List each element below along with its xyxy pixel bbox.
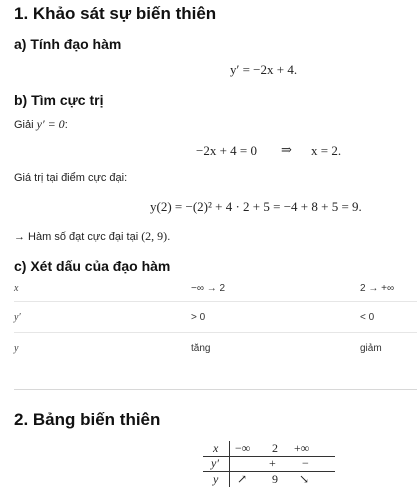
variation-x-label: x [213,441,219,455]
heading-tinh-dao-ham: a) Tính đạo hàm [14,36,122,52]
variation-yp-sign: − [302,456,309,470]
solve-prefix: Giải [14,119,37,131]
variation-x-value: +∞ [294,441,310,455]
section-divider [14,389,417,390]
arrow-up-right-icon: ↗ [237,472,248,486]
sign-table-row-y-label: y [14,343,19,354]
conclusion-line [14,229,170,244]
variation-yp-label: y′ [211,456,219,470]
sign-table-divider [14,332,417,333]
conclusion-point: (2, 9) [141,229,168,243]
variation-y-label: y [213,472,219,486]
variation-table-vline [229,441,230,487]
variation-y-max: 9 [272,472,278,486]
solve-equation-left: −2x + 4 = 0 [196,143,257,158]
heading-tim-cuc-tri: b) Tìm cực trị [14,92,104,108]
variation-x-value: −∞ [235,441,251,455]
implies-arrow: ⇒ [281,142,292,157]
max-value-label: Giá trị tại điểm cực đại: [14,172,128,184]
conclusion-prefix: → Hàm số đạt cực đại tại [14,231,142,243]
sign-table-row-x-col2: 2 → +∞ [360,283,395,294]
solve-math: y′ = 0 [36,117,65,131]
sign-table-row-yp-label: y′ [14,312,21,323]
variation-yp-sign: + [269,456,276,470]
max-value-formula: y(2) = −(2)² + 4 · 2 + 5 = −4 + 8 + 5 = 9. [150,199,362,214]
section-title-bang-bien-thien: 2. Bảng biến thiên [14,410,161,429]
solve-suffix: : [64,119,68,131]
sign-table-row-y-col1: tăng [191,343,211,354]
heading-xet-dau: c) Xét dấu của đạo hàm [14,258,171,274]
conclusion-suffix: . [167,231,171,243]
variation-table-hline [203,471,335,472]
sign-table-row-yp-col1: > 0 [191,312,206,323]
solve-equation-right: x = 2. [311,143,342,158]
arrow-down-right-icon: ↘ [299,472,310,486]
variation-x-value: 2 [272,441,278,455]
sign-table-divider [14,301,417,302]
solve-line [14,117,68,132]
variation-table [203,441,335,487]
section-title-khao-sat: 1. Khảo sát sự biến thiên [14,4,217,23]
sign-table-row-y-col2: giảm [360,343,382,354]
sign-table-row-x-col1: −∞ → 2 [191,283,226,294]
sign-table-row-yp-col2: < 0 [360,312,375,323]
sign-table-row-x-label: x [14,283,19,294]
derivative-formula: y′ = −2x + 4. [230,62,298,77]
